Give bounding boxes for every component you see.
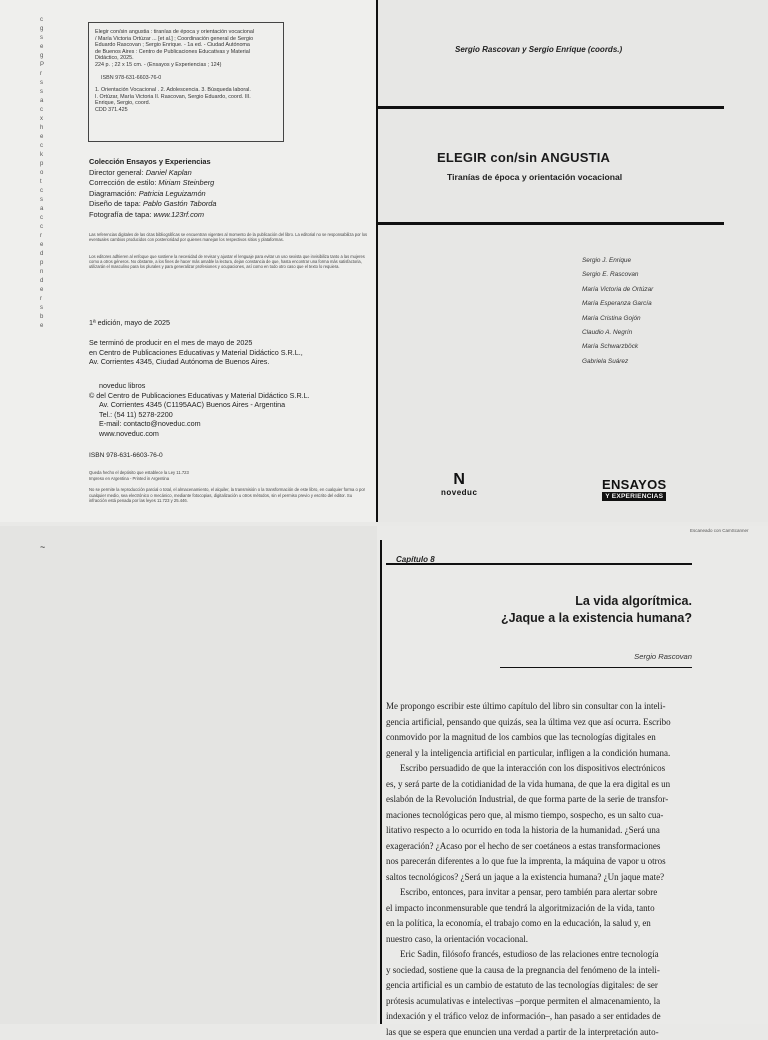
body-line: las que se espera que enuncien una verdad a partir de la interpretación auto- [386,1025,692,1040]
body-line: litativo respecto a lo ocurrido en toda la historia de la humanidad. ¿Será una [386,823,692,839]
credit-items [89,168,339,221]
margin-glyph: s [40,196,50,205]
credit-label: Diagramación: [89,189,139,198]
noveduc-logo [441,472,477,497]
deposit-line: No se permite la reproducción parcial o total, el almacenamiento, el alquiler, la transmisión o la transformación de este libro, en cualquier forma o por cualquier medio, sea electrónico o mecánico, mediante fotocopias, digitalización u otros métodos, sin el permiso previo y escrito del editor. Su infracción está penada por las leyes 11.723 y 25.446. [89,487,369,504]
credit-row [89,210,339,221]
printed-line: en Centro de Publicaciones Educativas y Material Didáctico S.R.L., [89,348,369,358]
deposit-line: Queda hecho el depósito que establece la Ley 11.723 [89,470,369,476]
noveduc-mark: N [441,472,477,488]
credit-name: Pablo Gastón Taborda [143,199,217,208]
margin-glyph: c [40,16,50,25]
margin-glyph: e [40,241,50,250]
margin-glyph: t [40,178,50,187]
publisher-lines [89,391,369,439]
title-rule-top [378,106,724,109]
blank-page [0,526,377,1024]
author-name: María Schwarzböck [582,340,653,354]
margin-glyph: s [40,304,50,313]
publisher-line: Av. Corrientes 4345 (C1195AAC) Buenos Aires - Argentina [89,400,369,410]
catalog-subject: Enrique, Sergio, coord. [95,100,277,107]
book-subtitle: Tiranías de época y orientación vocacional [447,172,622,182]
legal-deposit [89,470,369,504]
margin-glyph: e [40,43,50,52]
margin-glyph: p [40,259,50,268]
book-title: ELEGIR con/sin ANGUSTIA [437,150,610,165]
body-line: maciones tecnológicas pero que, al mismo tiempo, sospecho, es un salto cua- [386,808,692,824]
margin-glyph: c [40,223,50,232]
credit-row [89,199,339,210]
margin-glyph: c [40,214,50,223]
body-line: general y la inteligencia artificial en particular, infligen a la condición humana. [386,746,692,762]
references-note: Las referencias digitales de las citas bibliográficas se encuentran vigentes al momento de la publicación del libro. La editorial no se responsabiliza por los eventuales cambios producidos con posterioridad por quienes manejan los respectivos sitios y plataformas. [89,232,375,242]
margin-glyph: e [40,322,50,331]
body-line: conmovido por la magnitud de los cambios que las tecnologías digitales en [386,730,692,746]
body-line: prótesis acumulativas e intelectivas –porque permiten el almacenamiento, la [386,994,692,1010]
language-note: Los editores adhieren al enfoque que sostiene la necesidad de revisar y ajustar el lenguaje para evitar un uso sexista que invisibiliza tanto a las mujeres como a otros géneros. No obstante, a los fines de hacer más amable la lectura, dejan constancia de que, hasta encontrar una forma más satisfactoria, utilizarán el masculino para los plurales y para generalizar profesiones y ocupaciones, así como en todo otro caso que el texto lo requiera. [89,254,375,270]
author-name: Claudio A. Negrín [582,326,653,340]
margin-glyph: d [40,277,50,286]
body-line: gencia artificial es un cambio de estatuto de las tecnologías digitales: de ser [386,978,692,994]
publisher-line: E-mail: contacto@noveduc.com [89,419,369,429]
body-line: eslabón de la Revolución Industrial, de que forma parte de la serie de transfor- [386,792,692,808]
credit-label: Corrección de estilo: [89,178,158,187]
catalog-line: de Buenos Aires : Centro de Publicaciones Educativas y Material [95,49,277,56]
margin-glyph: c [40,142,50,151]
body-line: y sociedad, sostiene que la causa de la pregnancia del fenómeno de la inteli- [386,963,692,979]
credit-label: Director general: [89,168,146,177]
ensayos-word: ENSAYOS [602,478,666,491]
credit-label: Diseño de tapa: [89,199,143,208]
margin-glyph: s [40,79,50,88]
margin-glyph: g [40,25,50,34]
catalog-lines [95,29,277,69]
margin-glyph: r [40,70,50,79]
corner-mark: ~ [40,542,45,552]
author-name: Gabriela Suárez [582,355,653,369]
margin-glyph: s [40,34,50,43]
author-list [582,254,653,369]
credit-name: Daniel Kaplan [146,168,192,177]
credit-row [89,168,339,179]
margin-glyph: e [40,286,50,295]
body-line: Escribo, entonces, para invitar a pensar, pero también para alertar sobre [386,885,692,901]
author-rule [500,667,692,668]
margin-glyph: r [40,295,50,304]
title-rule-bottom [378,222,724,225]
body-line: nos parecerán diferentes a lo que fue la imprenta, la máquina de vapor u otros [386,854,692,870]
printed-line: Av. Corrientes 4345, Ciudad Autónoma de Buenos Aires. [89,357,369,367]
credit-label: Fotografía de tapa: [89,210,154,219]
margin-glyph: p [40,160,50,169]
body-line: en la política, la economía, el trabajo como en la educación, la salud y, en [386,916,692,932]
coordinators: Sergio Rascovan y Sergio Enrique (coords.) [455,45,622,54]
catalog-subject: I. Ortúzar, María Victoria II. Rascovan, Sergio Eduardo, coord. III. [95,94,277,101]
catalog-line: Elegir con/sin angustia : tiranías de época y orientación vocacional [95,29,277,36]
margin-glyph: o [40,169,50,178]
body-line: Me propongo escribir este último capítulo del libro sin consultar con la inteli- [386,699,692,715]
margin-glyph: k [40,151,50,160]
credit-name: Patricia Leguizamón [139,189,206,198]
credit-name: Miriam Steinberg [158,178,214,187]
body-line: Escribo persuadido de que la interacción con los dispositivos electrónicos [386,761,692,777]
catalog-subject: CDD 371.425 [95,107,277,114]
body-line: es, y será parte de la cotidianidad de la vida humana, de que la era digital es un [386,777,692,793]
experiencias-bar: Y EXPERIENCIAS [602,492,666,501]
catalog-subjects [95,87,277,113]
publisher-line: www.noveduc.com [89,429,369,439]
body-line: Eric Sadin, filósofo francés, estudioso de las relaciones entre tecnología [386,947,692,963]
credit-row [89,189,339,200]
page-gutter-bottom [380,540,382,1024]
chapter-number: Capítulo 8 [396,555,435,564]
author-name: María Victoria de Ortúzar [582,283,653,297]
collection-name: Colección Ensayos y Experiencias [89,157,339,168]
body-line: exageración? ¿Acaso por el hecho de ser coetáneos a estas transformaciones [386,839,692,855]
publisher-line: Tel.: (54 11) 5278-2200 [89,410,369,420]
deposit-line: Impreso en Argentina - Printed in Argentina [89,476,369,482]
margin-glyph: h [40,124,50,133]
edition: 1ª edición, mayo de 2025 [89,318,170,327]
chapter-author: Sergio Rascovan [634,652,692,661]
margin-glyph: s [40,88,50,97]
body-line: el impacto inconmensurable que tendrá la algoritmización de la vida, tanto [386,901,692,917]
isbn: ISBN 978-631-6603-76-0 [89,452,163,459]
body-line: saltos tecnológicos? ¿Será un jaque a la existencia humana? ¿Un jaque mate? [386,870,692,886]
author-name: María Esperanza García [582,297,653,311]
catalog-line: Eduardo Rascovan ; Sergio Enrique. - 1a ed. - Ciudad Autónoma [95,42,277,49]
printed-info [89,338,369,367]
body-line: gencia artificial, pensando que quizás, sea la última vez que así ocurra. Escribo [386,715,692,731]
author-name: María Cristina Gojón [582,312,653,326]
title-page [377,0,768,522]
margin-glyph: r [40,232,50,241]
noveduc-word: noveduc [441,488,477,497]
body-line: indexación y el tráfico veloz de información–, han pasado a ser entidades de [386,1009,692,1025]
margin-glyph: n [40,268,50,277]
scanner-watermark: Escaneado con CamScanner [690,528,749,533]
page-gutter-top [376,0,378,522]
catalog-line: 224 p. ; 22 x 15 cm. - (Ensayos y Experiencias ; 124) [95,62,277,69]
catalog-line: / María Victoria Ortúzar ... [et al.] ; Coordinación general de Sergio [95,36,277,43]
catalog-card [88,22,284,142]
chapter-title-line1: La vida algorítmica. [575,594,692,608]
margin-glyph: d [40,250,50,259]
chapter-body [386,699,692,1040]
margin-glyph: x [40,115,50,124]
margin-glyph: a [40,97,50,106]
margin-glyph: c [40,106,50,115]
chapter-title-line2: ¿Jaque a la existencia humana? [501,611,692,625]
catalog-subject: 1. Orientación Vocacional . 2. Adolescencia. 3. Búsqueda laboral. [95,87,277,94]
ensayos-logo [602,478,666,501]
publisher-name: noveduc libros [89,381,369,391]
catalog-isbn: ISBN 978-631-6603-76-0 [95,75,277,82]
margin-glyph: g [40,52,50,61]
margin-glyph: a [40,205,50,214]
publisher-info [89,381,369,438]
author-name: Sergio E. Rascovan [582,268,653,282]
margin-glyph: b [40,313,50,322]
author-name: Sergio J. Enrique [582,254,653,268]
catalog-line: Didáctico, 2025. [95,55,277,62]
credits [89,157,339,221]
margin-glyph: c [40,187,50,196]
margin-artifacts [40,16,50,331]
body-line: nuestro caso, la orientación vocacional. [386,932,692,948]
credit-row [89,178,339,189]
credit-name: www.123rf.com [154,210,205,219]
printed-line: Se terminó de producir en el mes de mayo de 2025 [89,338,369,348]
publisher-line: © del Centro de Publicaciones Educativas y Material Didáctico S.R.L. [89,391,369,401]
margin-glyph: e [40,133,50,142]
margin-glyph: P [40,61,50,70]
